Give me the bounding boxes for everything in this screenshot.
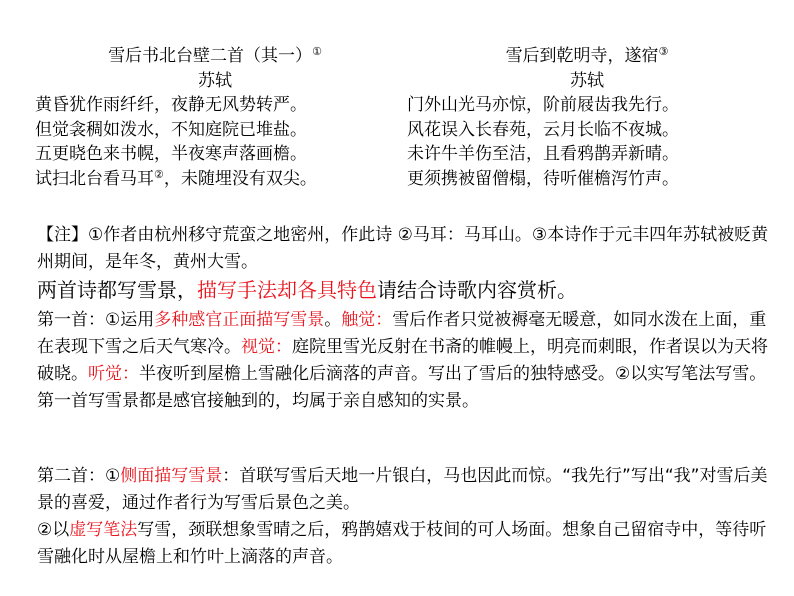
highlight-text: 多种感官正面描写雪景 <box>154 310 325 330</box>
poem-line: 试扫北台看马耳②，未随埋没有双尖。 <box>35 167 317 189</box>
poem-two <box>407 44 767 191</box>
highlight-text: 虚写笔法 <box>69 520 138 540</box>
footnote-mark-2: ② <box>154 167 164 181</box>
poem-line: 但觉衾稠如泼水，不知庭院已堆盐。 <box>35 119 307 140</box>
analysis-poem-one: 第一首：①运用多种感官正面描写雪景。触觉：雪后作者只觉被褥毫无暖意，如同水泼在上面，重在表现下雪之后天气寒冷。视觉：庭院里雪光反射在书斋的帷幔上，明亮而刺眼，作者误以为天将破晓。听觉：半夜听到屋檐上雪融化后滴落的声音。写出了雪后的独特感受。②以实写笔法写雪。第一首写雪景都是感官接触到的，均属于亲自感知的实景。 <box>37 310 768 411</box>
poem-two-author: 苏轼 <box>570 70 604 91</box>
question-highlight: 描写手法却各具特色 <box>197 278 377 302</box>
poem-one <box>35 44 395 191</box>
highlight-text: 听觉： <box>88 364 139 384</box>
question-prompt: 两首诗都写雪景，描写手法却各具特色请结合诗歌内容赏析。 <box>37 278 577 302</box>
footnote-mark-3: ③ <box>658 45 669 58</box>
footnote-mark-1: ① <box>312 45 322 58</box>
poem-one-author: 苏轼 <box>198 70 232 91</box>
poem-line: 风花误入长春苑，云月长临不夜城。 <box>407 119 679 140</box>
highlight-text: 侧面描写雪景 <box>120 466 223 486</box>
poem-two-title: 雪后到乾明寺，遂宿③ <box>505 45 669 66</box>
annotation-note: 【注】①作者由杭州移守荒蛮之地密州，作此诗 ②马耳：马耳山。③本诗作于元丰四年苏轼被贬黄州期间，是年冬，黄州大雪。 <box>37 225 769 272</box>
highlight-text: 视觉： <box>241 337 292 357</box>
poem-line: 黄昏犹作雨纤纤，夜静无风势转严。 <box>35 95 307 115</box>
poem-line: 门外山光马亦惊，阶前屐齿我先行。 <box>407 95 679 115</box>
poem-one-title: 雪后书北台壁二首（其一）① <box>108 45 322 66</box>
analysis-poem-two: 第二首：①侧面描写雪景：首联写雪后天地一片银白，马也因此而惊。“我先行”写出“我”对雪后美景的喜爱，通过作者行为写雪后景色之美。 ②以虚写笔法写雪，颈联想象雪晴之后，鸦鹊嬉戏于枝间的可人场面。想象自己留宿寺中，等待听雪融化时从屋檐上和竹叶上滴落的声音。 <box>37 466 768 567</box>
poem-line: 五更晓色来书幌，半夜寒声落画檐。 <box>35 144 307 164</box>
highlight-text: 触觉： <box>341 310 393 330</box>
poem-line: 更须携被留僧榻，待听催檐泻竹声。 <box>407 168 679 189</box>
poem-line: 未许牛羊伤至洁，且看鸦鹊弄新晴。 <box>407 144 679 164</box>
